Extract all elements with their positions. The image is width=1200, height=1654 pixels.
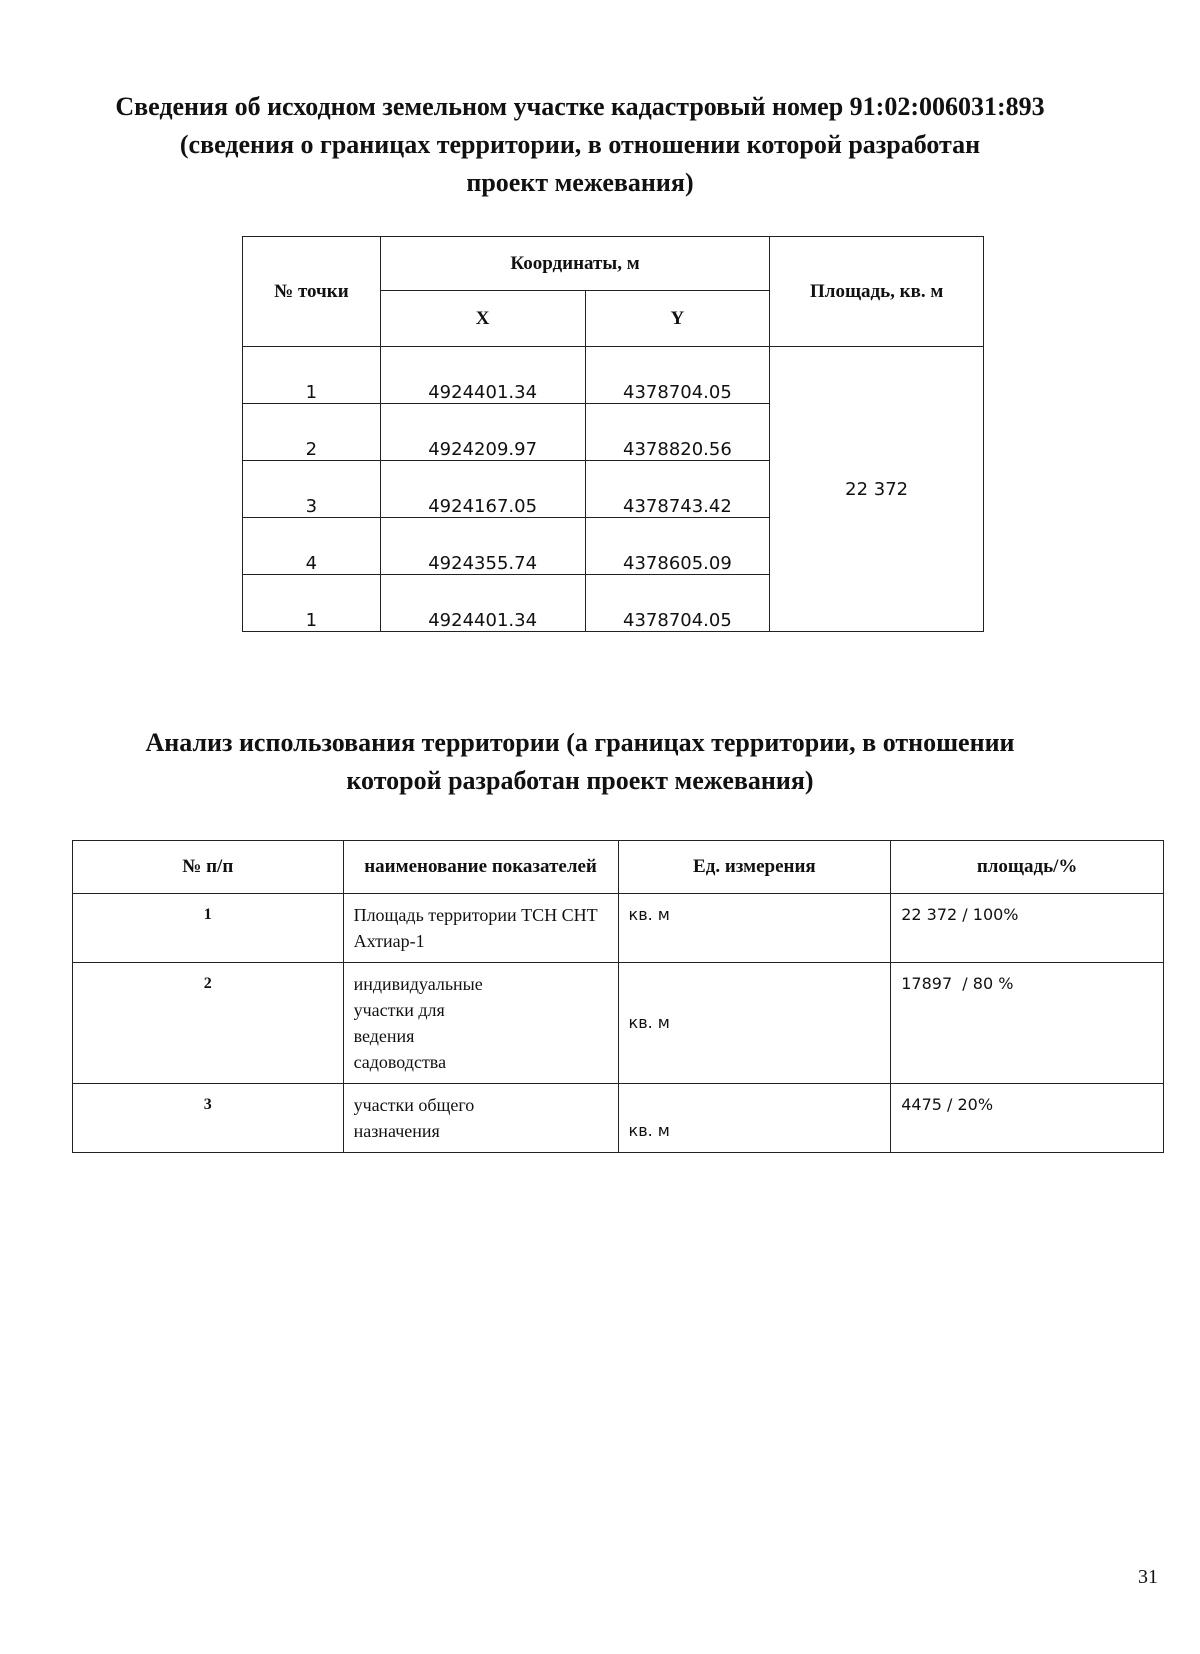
table-row (73, 894, 1164, 963)
header-point-number: № точки (243, 237, 381, 347)
area-percent: 17897 / 80 % (891, 963, 1164, 1084)
coord-y: 4378704.05 (585, 347, 770, 404)
area-percent: 22 372 / 100% (891, 894, 1164, 963)
header-coordinates: Координаты, м (380, 237, 770, 291)
point-number: 2 (243, 404, 381, 461)
unit: кв. м (618, 963, 891, 1084)
coord-x: 4924401.34 (380, 575, 585, 632)
area-percent: 4475 / 20% (891, 1084, 1164, 1153)
header-x: X (380, 291, 585, 347)
coordinates-table (242, 236, 984, 632)
table-row (243, 347, 984, 404)
point-number: 3 (243, 461, 381, 518)
point-number: 1 (243, 347, 381, 404)
indicator-name: участки общего назначения (343, 1084, 618, 1153)
unit: кв. м (618, 894, 891, 963)
coord-y: 4378743.42 (585, 461, 770, 518)
header-unit: Ед. измерения (618, 841, 891, 894)
point-number: 1 (243, 575, 381, 632)
section2-title (60, 724, 1100, 800)
row-number: 1 (73, 894, 344, 963)
coord-x: 4924401.34 (380, 347, 585, 404)
coord-x: 4924355.74 (380, 518, 585, 575)
area-value: 22 372 (770, 347, 984, 632)
territory-analysis-table (72, 840, 1164, 1153)
header-indicator-name: наименование показателей (343, 841, 618, 894)
coord-x: 4924167.05 (380, 461, 585, 518)
coord-x: 4924209.97 (380, 404, 585, 461)
section1-title (60, 88, 1100, 202)
header-y: Y (585, 291, 770, 347)
indicator-name: Площадь территории ТСН СНТ Ахтиар-1 (343, 894, 618, 963)
point-number: 4 (243, 518, 381, 575)
section1-title-line: проект межевания) (466, 168, 694, 197)
section1-title-line: (сведения о границах территории, в отношении которой разработан (179, 130, 981, 159)
row-number: 2 (73, 963, 344, 1084)
section2-title-line: которой разработан проект межевания) (346, 766, 814, 795)
coord-y: 4378605.09 (585, 518, 770, 575)
unit: кв. м (618, 1084, 891, 1153)
indicator-name: индивидуальные участки для ведения садоводства (343, 963, 618, 1084)
table-row (73, 963, 1164, 1084)
section1-title-line: Сведения об исходном земельном участке кадастровый номер 91:02:006031:893 (115, 92, 1045, 121)
header-row-number: № п/п (73, 841, 344, 894)
coord-y: 4378704.05 (585, 575, 770, 632)
table-row (73, 1084, 1164, 1153)
section2-title-line: Анализ использования территории (а границах территории, в отношении (145, 728, 1015, 757)
header-area-percent: площадь/% (891, 841, 1164, 894)
row-number: 3 (73, 1084, 344, 1153)
coord-y: 4378820.56 (585, 404, 770, 461)
header-area: Площадь, кв. м (770, 237, 984, 347)
page-number: 31 (1138, 1566, 1158, 1588)
